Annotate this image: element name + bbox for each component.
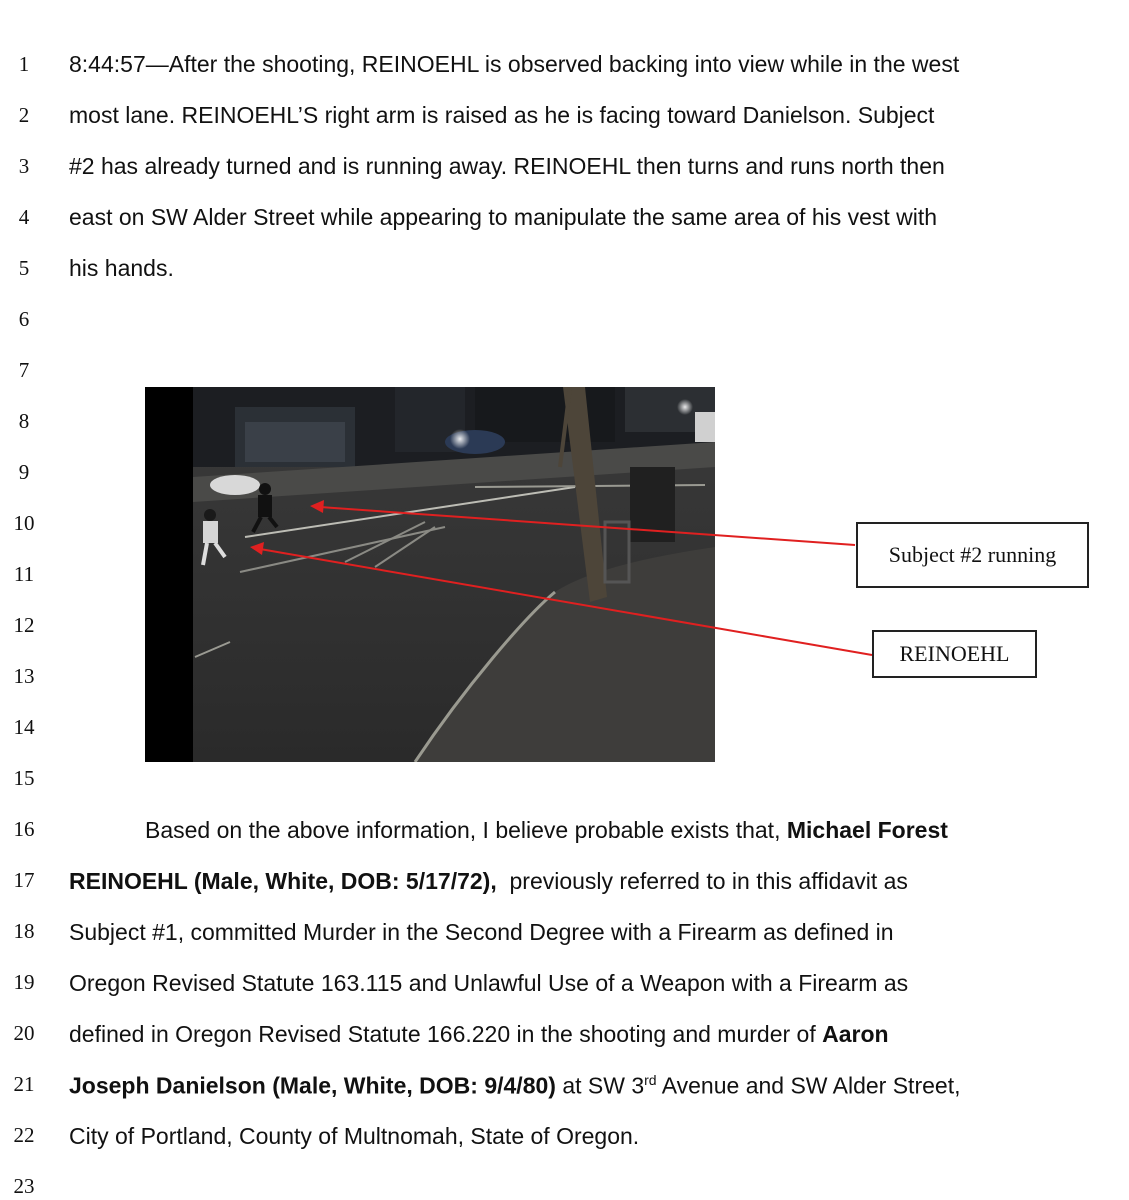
line-number: 20: [13, 1021, 35, 1045]
text-line: #2 has already turned and is running away. REINOEHL then turns and runs north then: [69, 153, 945, 179]
text-span: defined in Oregon Revised Statute 166.220 in the shooting and murder of: [69, 1021, 816, 1047]
callout-subject2: [856, 522, 1089, 588]
callout-subject2-label: Subject #2 running: [888, 542, 1057, 567]
text-line: [69, 1021, 889, 1048]
text-line: [69, 1072, 960, 1100]
line-number: 11: [13, 562, 35, 586]
line-number: 19: [13, 970, 35, 994]
line-number: 2: [18, 103, 30, 127]
text-span: Avenue and SW Alder Street,: [661, 1072, 961, 1099]
line-number: 13: [13, 664, 35, 688]
line-number: 8: [18, 409, 30, 433]
text-line: 8:44:57—After the shooting, REINOEHL is observed backing into view while in the west: [69, 51, 960, 77]
line-number: 14: [13, 715, 35, 739]
line-number: 10: [13, 511, 35, 535]
line-number: 21: [13, 1072, 35, 1096]
line-number: 9: [18, 460, 30, 484]
text-line: most lane. REINOEHL’S right arm is raised as he is facing toward Danielson. Subject: [69, 102, 935, 128]
line-number: 16: [13, 817, 35, 841]
line-number: 23: [13, 1174, 35, 1198]
line-number: 12: [13, 613, 35, 637]
victim-details: Joseph Danielson (Male, White, DOB: 9/4/80): [69, 1072, 556, 1099]
text-line: east on SW Alder Street while appearing to manipulate the same area of his vest with: [69, 204, 938, 230]
text-span: previously referred to in this affidavit as: [509, 868, 908, 894]
defendant-name: Michael Forest: [786, 817, 948, 843]
callout-reinoehl-label: REINOEHL: [899, 641, 1010, 666]
callout-reinoehl: [872, 630, 1037, 678]
line-number: 15: [13, 766, 35, 790]
text-line: Subject #1, committed Murder in the Second Degree with a Firearm as defined in: [69, 919, 894, 945]
text-line: Oregon Revised Statute 163.115 and Unlawful Use of a Weapon with a Firearm as: [69, 970, 909, 996]
line-number: 18: [13, 919, 35, 943]
text-line: his hands.: [69, 255, 174, 281]
text-span: Based on the above information, I believe probable exists that,: [145, 817, 781, 843]
line-number: 6: [18, 307, 30, 331]
text-line: [69, 868, 908, 895]
superscript: rd: [644, 1072, 657, 1088]
line-number: 4: [18, 205, 30, 229]
victim-name: Aaron: [822, 1021, 889, 1047]
text-span: at SW 3: [562, 1072, 645, 1099]
surveillance-image: [145, 387, 715, 762]
text-line: [145, 817, 948, 844]
defendant-details: REINOEHL (Male, White, DOB: 5/17/72),: [69, 868, 497, 894]
line-number: 22: [13, 1123, 35, 1147]
text-line: City of Portland, County of Multnomah, State of Oregon.: [69, 1123, 640, 1149]
line-number: 5: [18, 256, 30, 280]
line-number: 3: [18, 154, 30, 178]
line-number: 17: [13, 868, 35, 892]
line-number: 7: [18, 358, 30, 382]
line-number: 1: [18, 52, 30, 76]
